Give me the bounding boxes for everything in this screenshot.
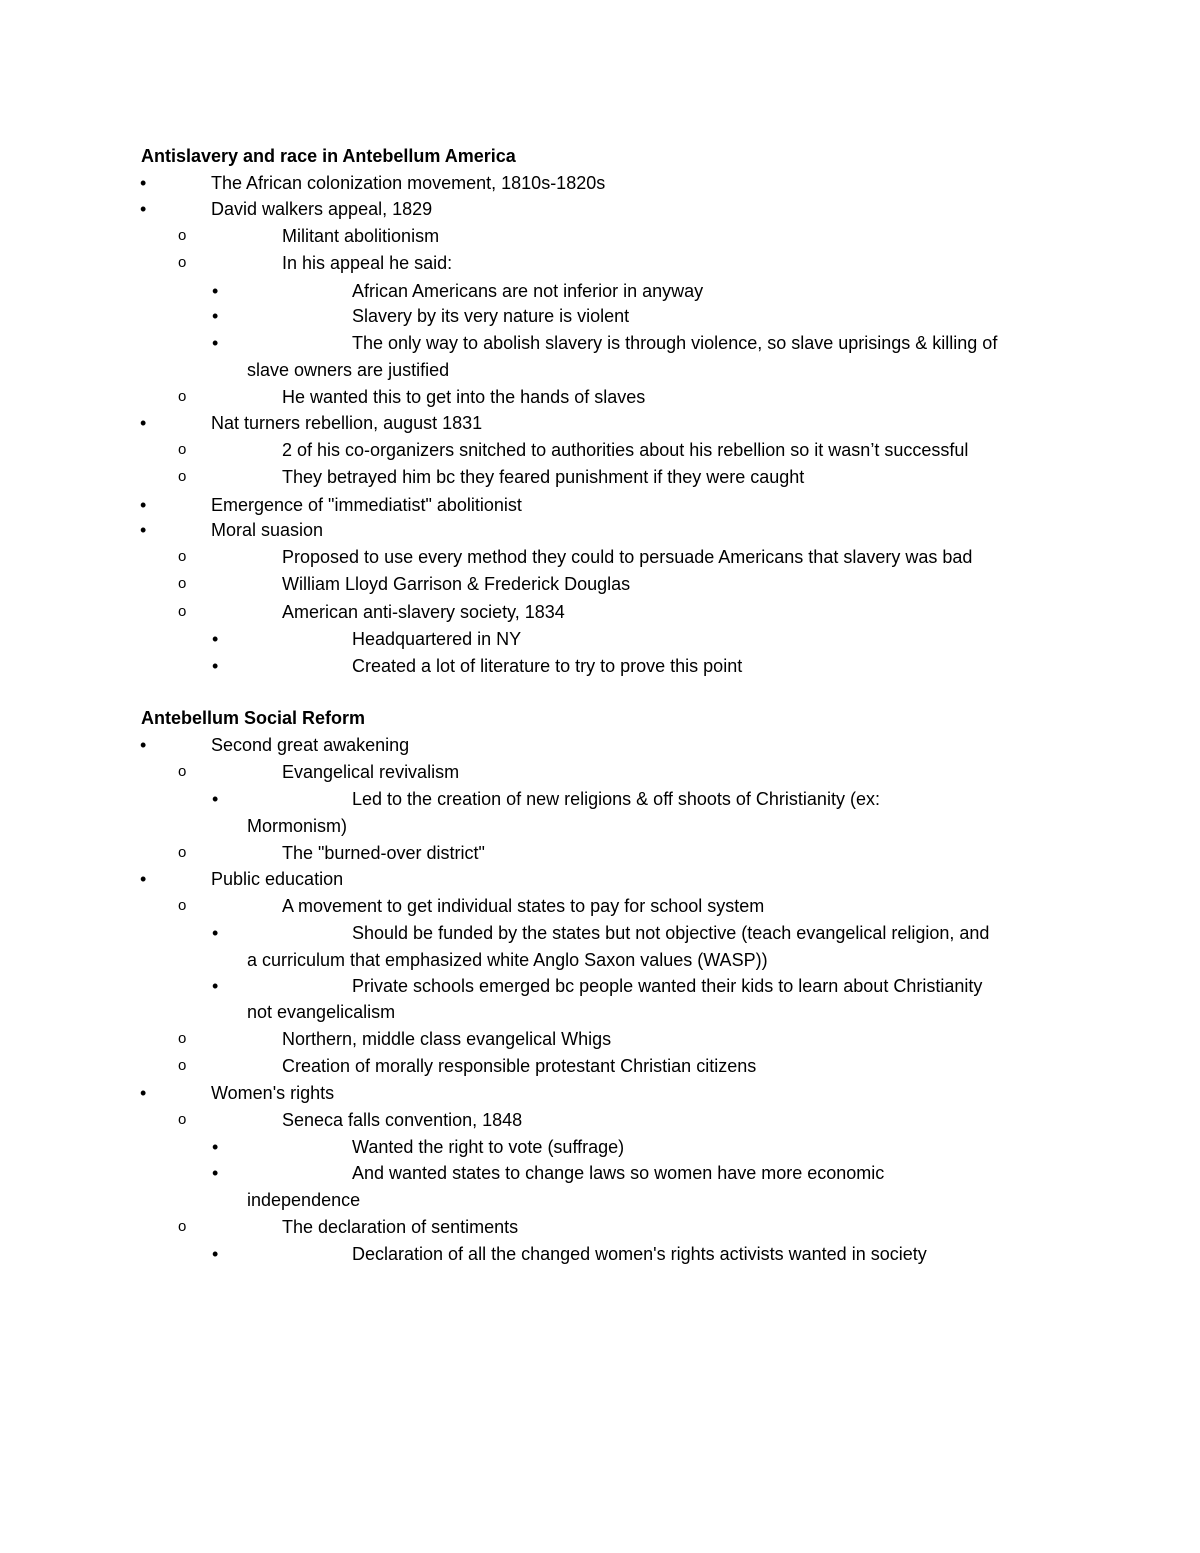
list-item: William Lloyd Garrison & Frederick Douglas	[282, 574, 631, 594]
list-item-continuation: not evangelicalism	[247, 1002, 396, 1022]
list-item: Slavery by its very nature is violent	[352, 306, 630, 326]
list-item: Emergence of "immediatist" abolitionist	[211, 495, 522, 515]
list-item: Led to the creation of new religions & off shoots of Christianity (ex:	[352, 789, 880, 809]
sub-bullet-marker: o	[178, 227, 187, 244]
list-item-continuation: slave owners are justified	[247, 360, 450, 380]
sub-sub-bullet-marker: •	[212, 656, 219, 676]
list-item-continuation: independence	[247, 1190, 361, 1210]
list-item: David walkers appeal, 1829	[211, 199, 433, 219]
bullet-marker: •	[140, 869, 147, 889]
sub-bullet-marker: o	[178, 603, 187, 620]
sub-sub-bullet-marker: •	[212, 306, 219, 326]
bullet-marker: •	[140, 173, 147, 193]
list-item: The "burned-over district"	[282, 843, 485, 863]
section-heading-antislavery: Antislavery and race in Antebellum America	[141, 146, 516, 166]
bullet-marker: •	[140, 1083, 147, 1103]
sub-bullet-marker: o	[178, 844, 187, 861]
list-item: They betrayed him bc they feared punishment if they were caught	[282, 467, 805, 487]
list-item: The African colonization movement, 1810s-1820s	[211, 173, 606, 193]
sub-bullet-marker: o	[178, 388, 187, 405]
list-item: And wanted states to change laws so women have more economic	[352, 1163, 885, 1183]
sub-sub-bullet-marker: •	[212, 1163, 219, 1183]
list-item: American anti-slavery society, 1834	[282, 602, 565, 622]
list-item: Public education	[211, 869, 344, 889]
list-item: Private schools emerged bc people wanted their kids to learn about Christianity	[352, 976, 983, 996]
sub-sub-bullet-marker: •	[212, 1137, 219, 1157]
list-item-continuation: a curriculum that emphasized white Anglo Saxon values (WASP))	[247, 950, 768, 970]
list-item: Declaration of all the changed women's rights activists wanted in society	[352, 1244, 927, 1264]
sub-bullet-marker: o	[178, 1218, 187, 1235]
sub-bullet-marker: o	[178, 763, 187, 780]
list-item: The only way to abolish slavery is through violence, so slave uprisings & killing of	[352, 333, 998, 353]
list-item: In his appeal he said:	[282, 253, 453, 273]
sub-bullet-marker: o	[178, 1030, 187, 1047]
bullet-marker: •	[140, 413, 147, 433]
list-item: Created a lot of literature to try to prove this point	[352, 656, 743, 676]
sub-bullet-marker: o	[178, 897, 187, 914]
sub-bullet-marker: o	[178, 254, 187, 271]
bullet-marker: •	[140, 735, 147, 755]
list-item: Headquartered in NY	[352, 629, 522, 649]
sub-bullet-marker: o	[178, 548, 187, 565]
sub-sub-bullet-marker: •	[212, 629, 219, 649]
list-item: Evangelical revivalism	[282, 762, 460, 782]
list-item: Militant abolitionism	[282, 226, 440, 246]
list-item-continuation: Mormonism)	[247, 816, 348, 836]
bullet-marker: •	[140, 495, 147, 515]
list-item: A movement to get individual states to pay for school system	[282, 896, 765, 916]
list-item: Northern, middle class evangelical Whigs	[282, 1029, 612, 1049]
list-item: Women's rights	[211, 1083, 335, 1103]
list-item: 2 of his co-organizers snitched to authorities about his rebellion so it wasn’t successful	[282, 440, 969, 460]
list-item: Should be funded by the states but not objective (teach evangelical religion, and	[352, 923, 990, 943]
sub-sub-bullet-marker: •	[212, 281, 219, 301]
list-item: African Americans are not inferior in anyway	[352, 281, 704, 301]
sub-sub-bullet-marker: •	[212, 976, 219, 996]
sub-bullet-marker: o	[178, 575, 187, 592]
sub-sub-bullet-marker: •	[212, 1244, 219, 1264]
list-item: Creation of morally responsible protestant Christian citizens	[282, 1056, 757, 1076]
section-heading-social-reform: Antebellum Social Reform	[141, 708, 366, 728]
sub-sub-bullet-marker: •	[212, 923, 219, 943]
list-item: Wanted the right to vote (suffrage)	[352, 1137, 625, 1157]
list-item: Seneca falls convention, 1848	[282, 1110, 523, 1130]
sub-sub-bullet-marker: •	[212, 789, 219, 809]
sub-bullet-marker: o	[178, 1111, 187, 1128]
sub-bullet-marker: o	[178, 468, 187, 485]
bullet-marker: •	[140, 520, 147, 540]
list-item: Proposed to use every method they could to persuade Americans that slavery was bad	[282, 547, 973, 567]
list-item: Nat turners rebellion, august 1831	[211, 413, 483, 433]
list-item: He wanted this to get into the hands of slaves	[282, 387, 646, 407]
sub-bullet-marker: o	[178, 1057, 187, 1074]
list-item: The declaration of sentiments	[282, 1217, 519, 1237]
sub-sub-bullet-marker: •	[212, 333, 219, 353]
list-item: Moral suasion	[211, 520, 324, 540]
bullet-marker: •	[140, 199, 147, 219]
list-item: Second great awakening	[211, 735, 410, 755]
sub-bullet-marker: o	[178, 441, 187, 458]
